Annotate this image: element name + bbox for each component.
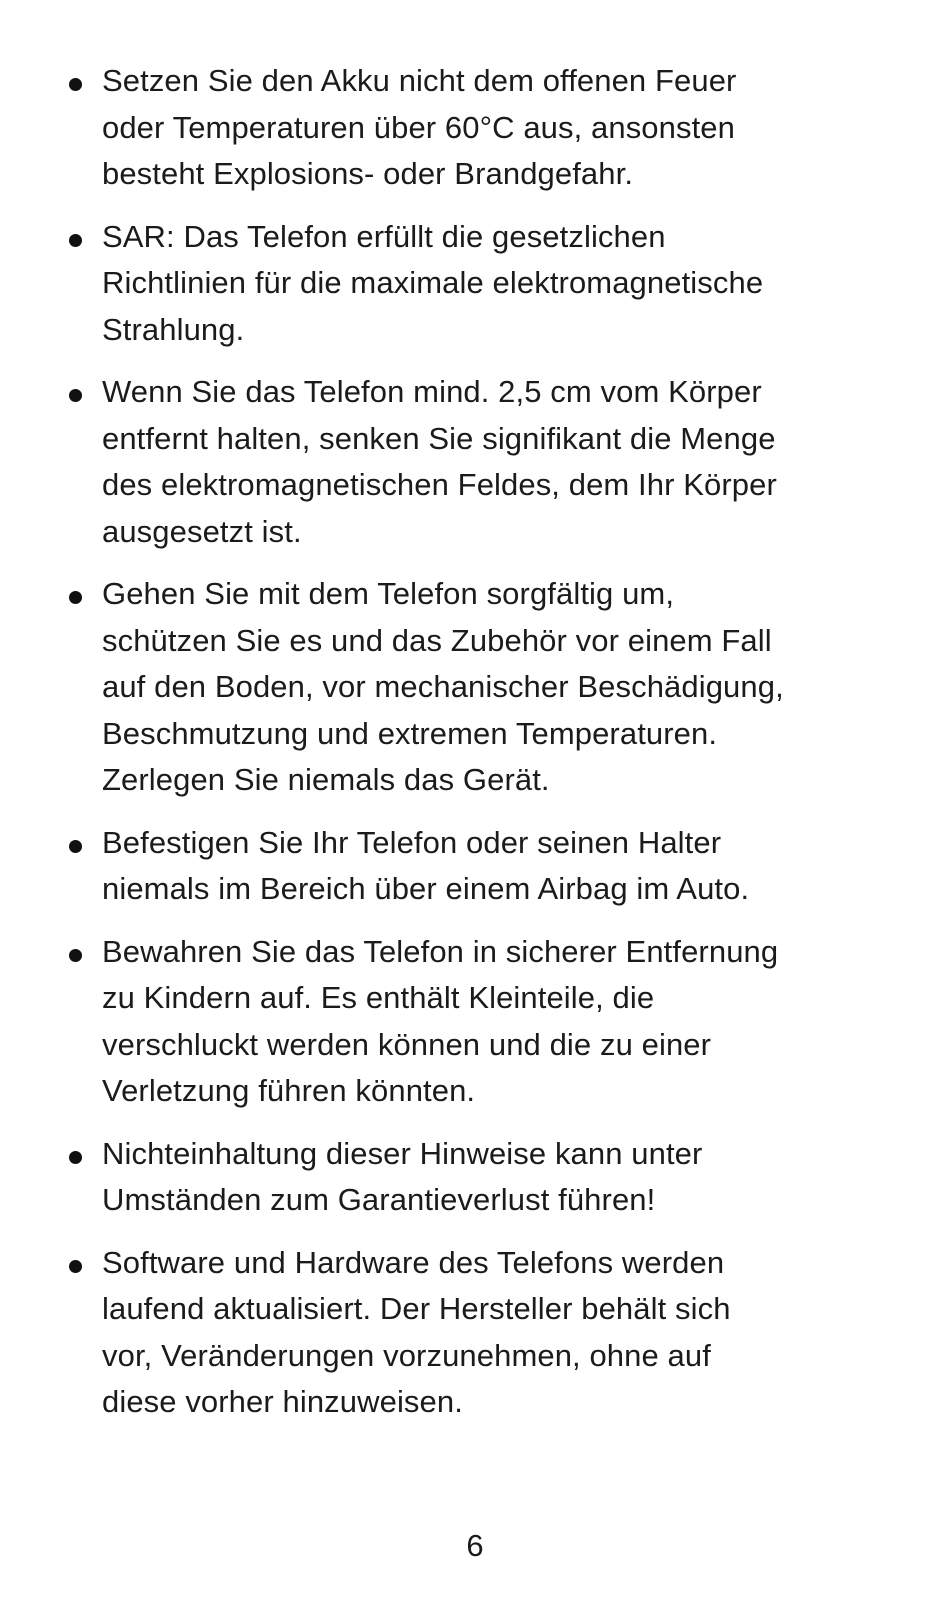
bullet-item-airbag: [62, 820, 902, 913]
bullet-item-sar: [62, 214, 902, 354]
bullet-text: Setzen Sie den Akku nicht dem offenen Feuer oder Temperaturen über 60°C aus, ansonsten besteht Explosions- oder Brandgefahr.: [102, 63, 737, 191]
bullet-dot-icon: [69, 78, 82, 91]
bullet-dot-icon: [69, 389, 82, 402]
safety-instructions: [62, 58, 902, 1442]
bullet-item-distance: [62, 369, 902, 555]
bullet-dot-icon: [69, 1260, 82, 1273]
bullet-dot-icon: [69, 591, 82, 604]
bullet-text: Nichteinhaltung dieser Hinweise kann unter Umständen zum Garantieverlust führen!: [102, 1135, 703, 1217]
bullet-dot-icon: [69, 840, 82, 853]
bullet-dot-icon: [69, 949, 82, 962]
bullet-dot-icon: [69, 1151, 82, 1164]
bullet-item-warranty: [62, 1131, 902, 1224]
bullet-text: SAR: Das Telefon erfüllt die gesetzlichen Richtlinien für die maximale elektromagnetische Strahlung.: [102, 218, 764, 347]
safety-bullet-list: [62, 58, 902, 1426]
bullet-item-children: [62, 929, 902, 1115]
bullet-text: Wenn Sie das Telefon mind. 2,5 cm vom Körper entfernt halten, senken Sie signifikant die Menge des elektromagnetischen Feldes, dem Ihr Körper ausgesetzt ist.: [102, 374, 777, 549]
bullet-text: Befestigen Sie Ihr Telefon oder seinen Halter niemals im Bereich über einem Airbag im Auto.: [102, 824, 750, 906]
bullet-dot-icon: [69, 234, 82, 247]
bullet-item-battery-fire: [62, 58, 902, 198]
bullet-item-handling: [62, 571, 902, 804]
page-number: 6: [466, 1528, 484, 1563]
bullet-text: Software und Hardware des Telefons werden laufend aktualisiert. Der Hersteller behält sich vor, Veränderungen vorzunehmen, ohne auf diese vorher hinzuweisen.: [102, 1244, 731, 1419]
bullet-item-updates: [62, 1240, 902, 1426]
bullet-text: Gehen Sie mit dem Telefon sorgfältig um, schützen Sie es und das Zubehör vor einem Fall auf den Boden, vor mechanischer Beschädigung, Beschmutzung und extremen Temperaturen. Zerlegen Sie niemals das Gerät.: [102, 576, 784, 797]
bullet-text: Bewahren Sie das Telefon in sicherer Entfernung zu Kindern auf. Es enthält Kleinteile, die verschluckt werden können und die zu einer Verletzung führen könnten.: [102, 933, 779, 1108]
